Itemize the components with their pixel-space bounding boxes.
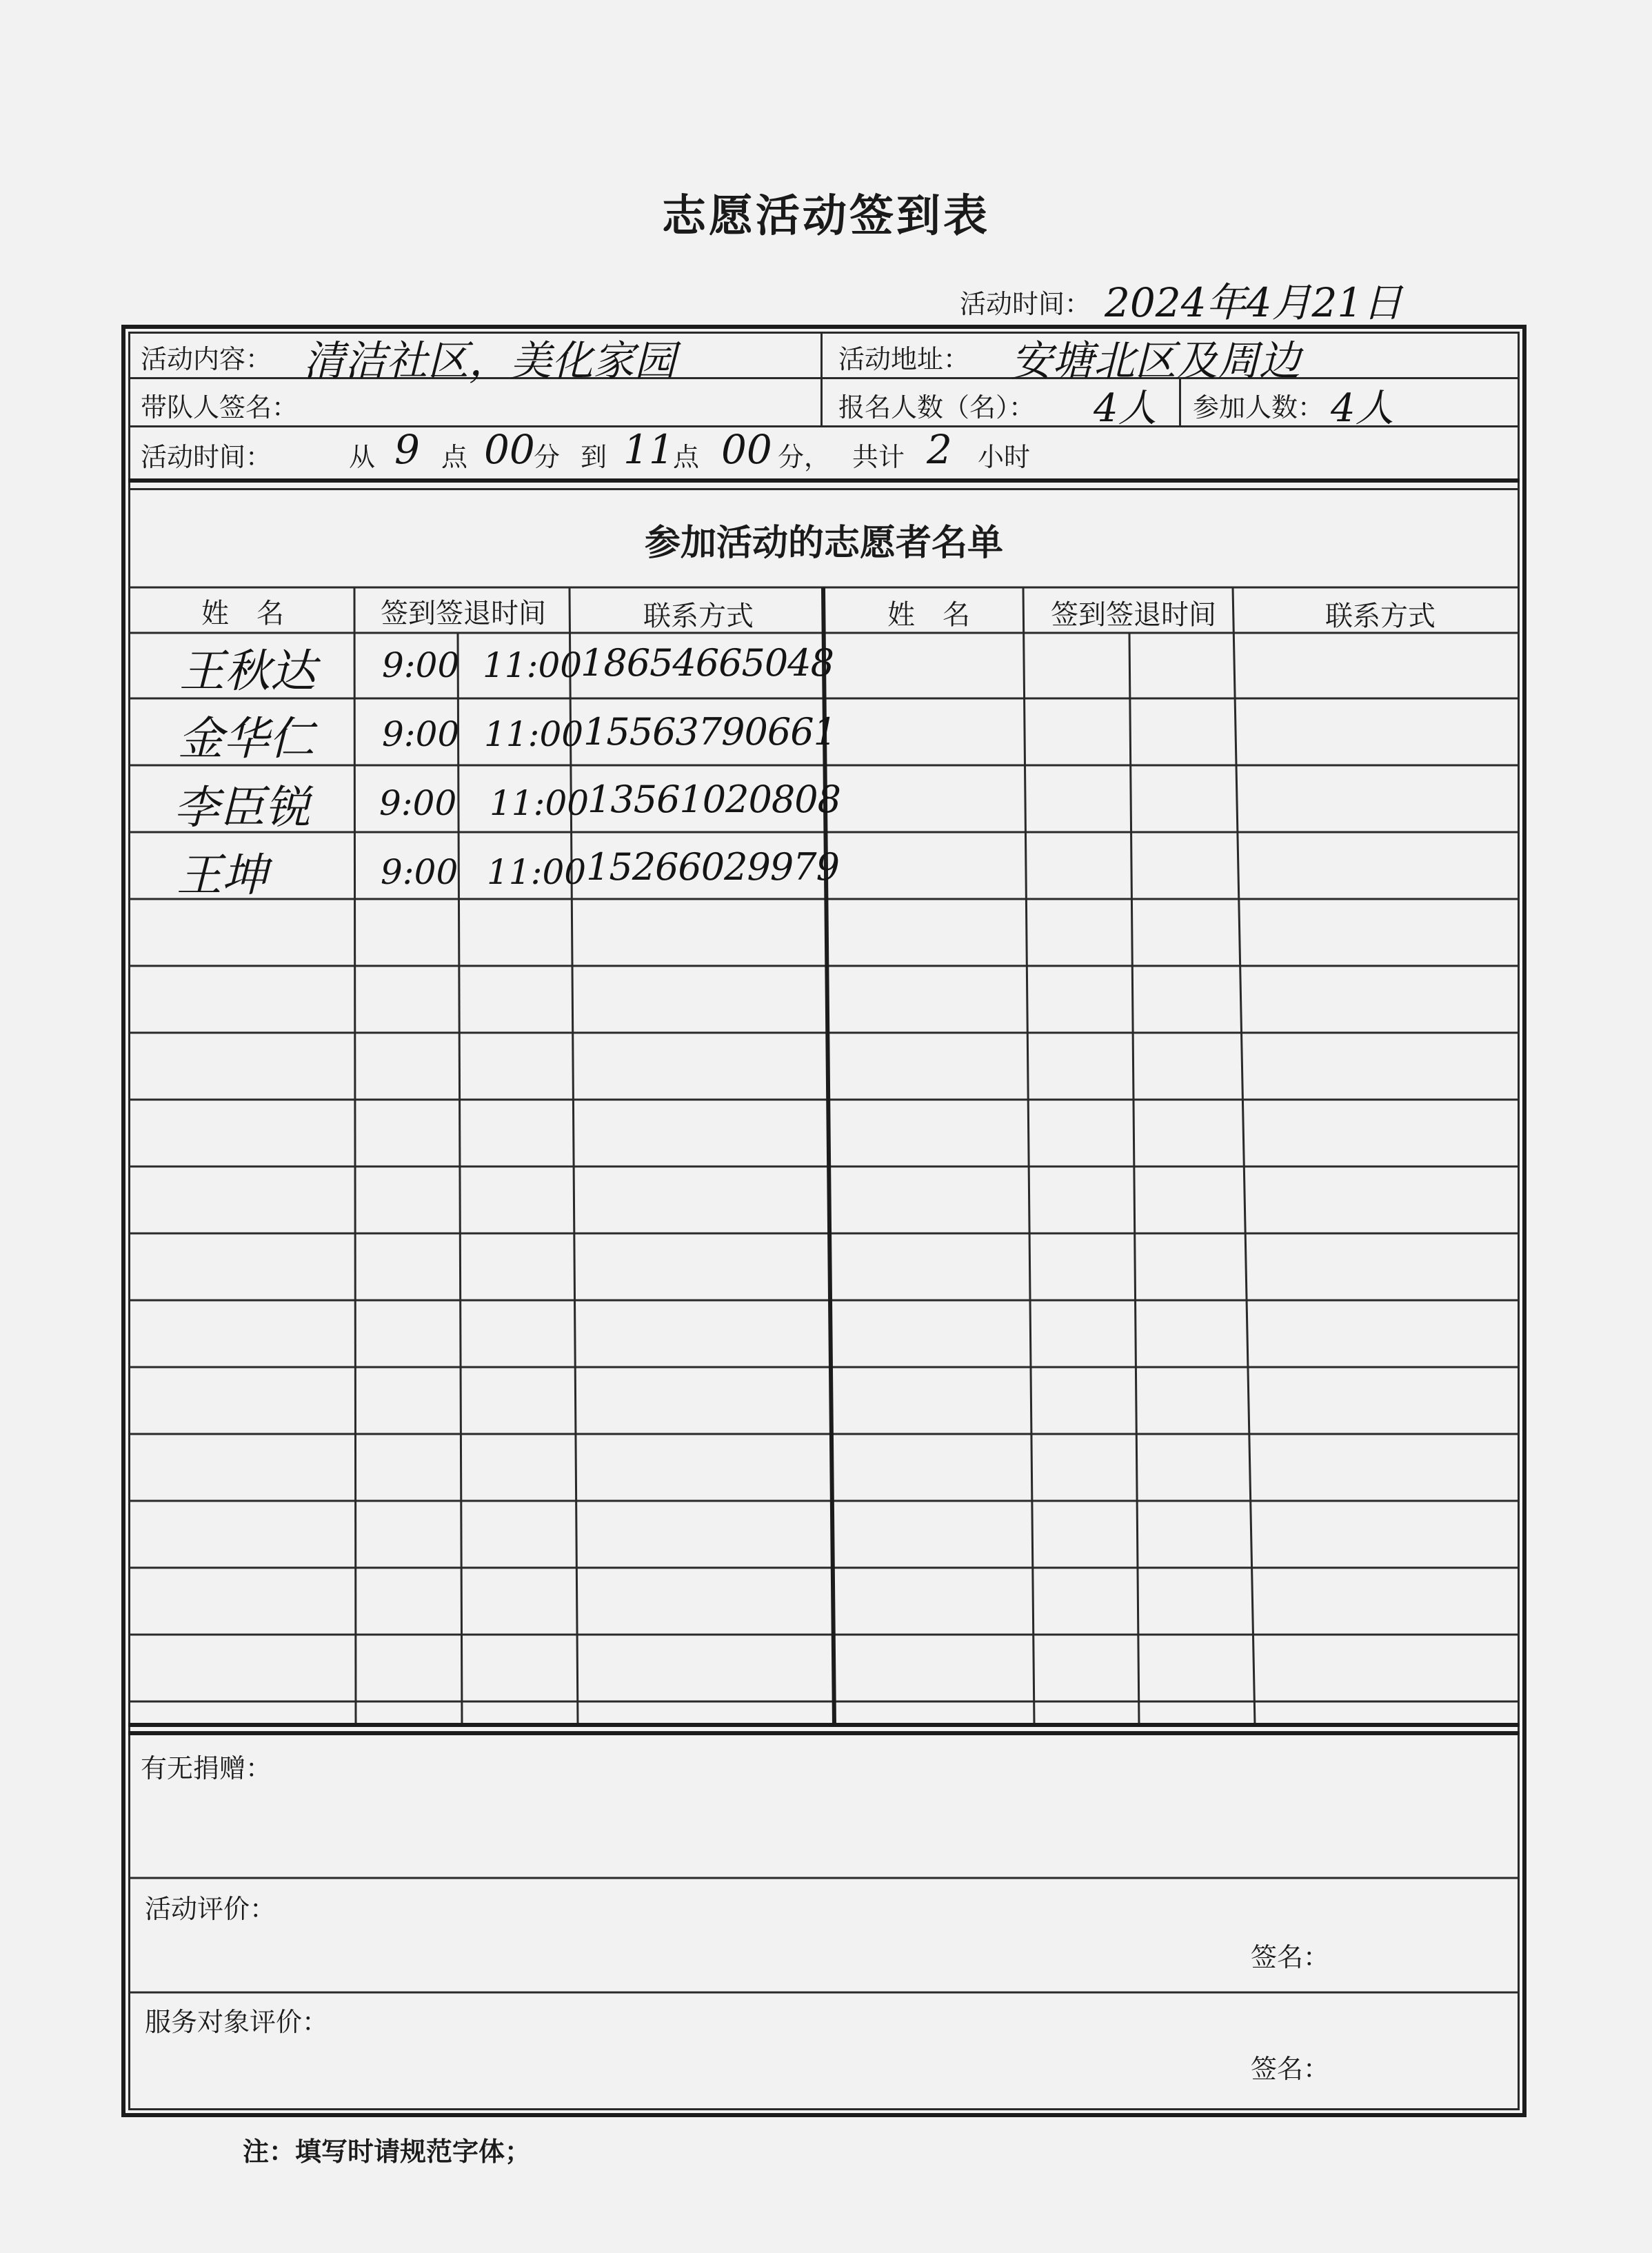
row1-in: 9:00 [382,645,460,685]
signup-count-value: 4人 [1094,386,1157,431]
row1-phone: 18654665048 [581,641,834,685]
time-hours-label: 小时 [978,442,1031,472]
header-name-right: 姓 名 [887,599,970,631]
form-title: 志愿活动签到表 [662,191,990,242]
attend-count-value: 4人 [1331,386,1394,431]
time-fen-1: 分 [534,442,561,472]
signup-count-label: 报名人数（名）： [838,392,1036,423]
time-label: 活动时间： [141,442,272,472]
header-contact-right: 联系方式 [1325,600,1436,632]
time-start-hour: 9 [394,426,420,473]
evaluation-label: 活动评价： [145,1894,276,1924]
evaluation-sign-label: 签名： [1251,1942,1330,1972]
header-signin-left: 签到签退时间 [381,598,546,629]
form-note: 注：填写时请规范字体； [243,2136,532,2167]
content-label: 活动内容： [141,344,272,374]
time-start-minute: 00 [484,426,535,473]
header-contact-left: 联系方式 [643,600,754,632]
row2-name: 金华仁 [178,712,314,765]
leader-label: 带队人签名： [141,392,299,423]
row4-out: 11:00 [487,852,587,892]
content-value: 清洁社区，美化家园 [303,337,676,385]
address-label: 活动地址： [838,344,970,374]
time-end-hour: 11 [623,426,674,473]
row3-out: 11:00 [490,783,590,823]
roster-title: 参加活动的志愿者名单 [644,523,1003,564]
service-eval-label: 服务对象评价： [145,2007,329,2037]
row1-out: 11:00 [483,645,583,685]
row4-in: 9:00 [381,852,459,892]
row2-phone: 15563790661 [583,710,836,754]
header-name-left: 姓 名 [201,598,284,629]
time-total-label: 共计 [852,442,905,472]
attend-count-label: 参加人数： [1193,392,1324,423]
activity-date-label: 活动时间： [960,289,1091,319]
row4-phone: 15266029979 [586,845,839,889]
address-value: 安塘北区及周边 [1011,337,1300,385]
row3-name: 李臣锐 [174,781,310,834]
time-to: 到 [581,442,607,472]
row4-name: 王坤 [177,849,268,902]
time-fen-2: 分， [778,442,831,472]
row1-name: 王秋达 [179,645,316,698]
row2-out: 11:00 [484,714,584,754]
time-dian-1: 点 [441,442,468,472]
activity-date-value: 2024年4月21日 [1105,279,1403,326]
row3-in: 9:00 [379,783,457,823]
time-total-value: 2 [927,426,952,473]
row3-phone: 13561020808 [587,778,840,821]
header-signin-right: 签到签退时间 [1051,599,1216,631]
time-dian-2: 点 [673,442,700,472]
service-eval-sign-label: 签名： [1251,2054,1330,2084]
row2-in: 9:00 [382,714,460,754]
donation-label: 有无捐赠： [141,1753,272,1784]
time-end-minute: 00 [721,426,772,473]
time-from: 从 [349,442,376,472]
